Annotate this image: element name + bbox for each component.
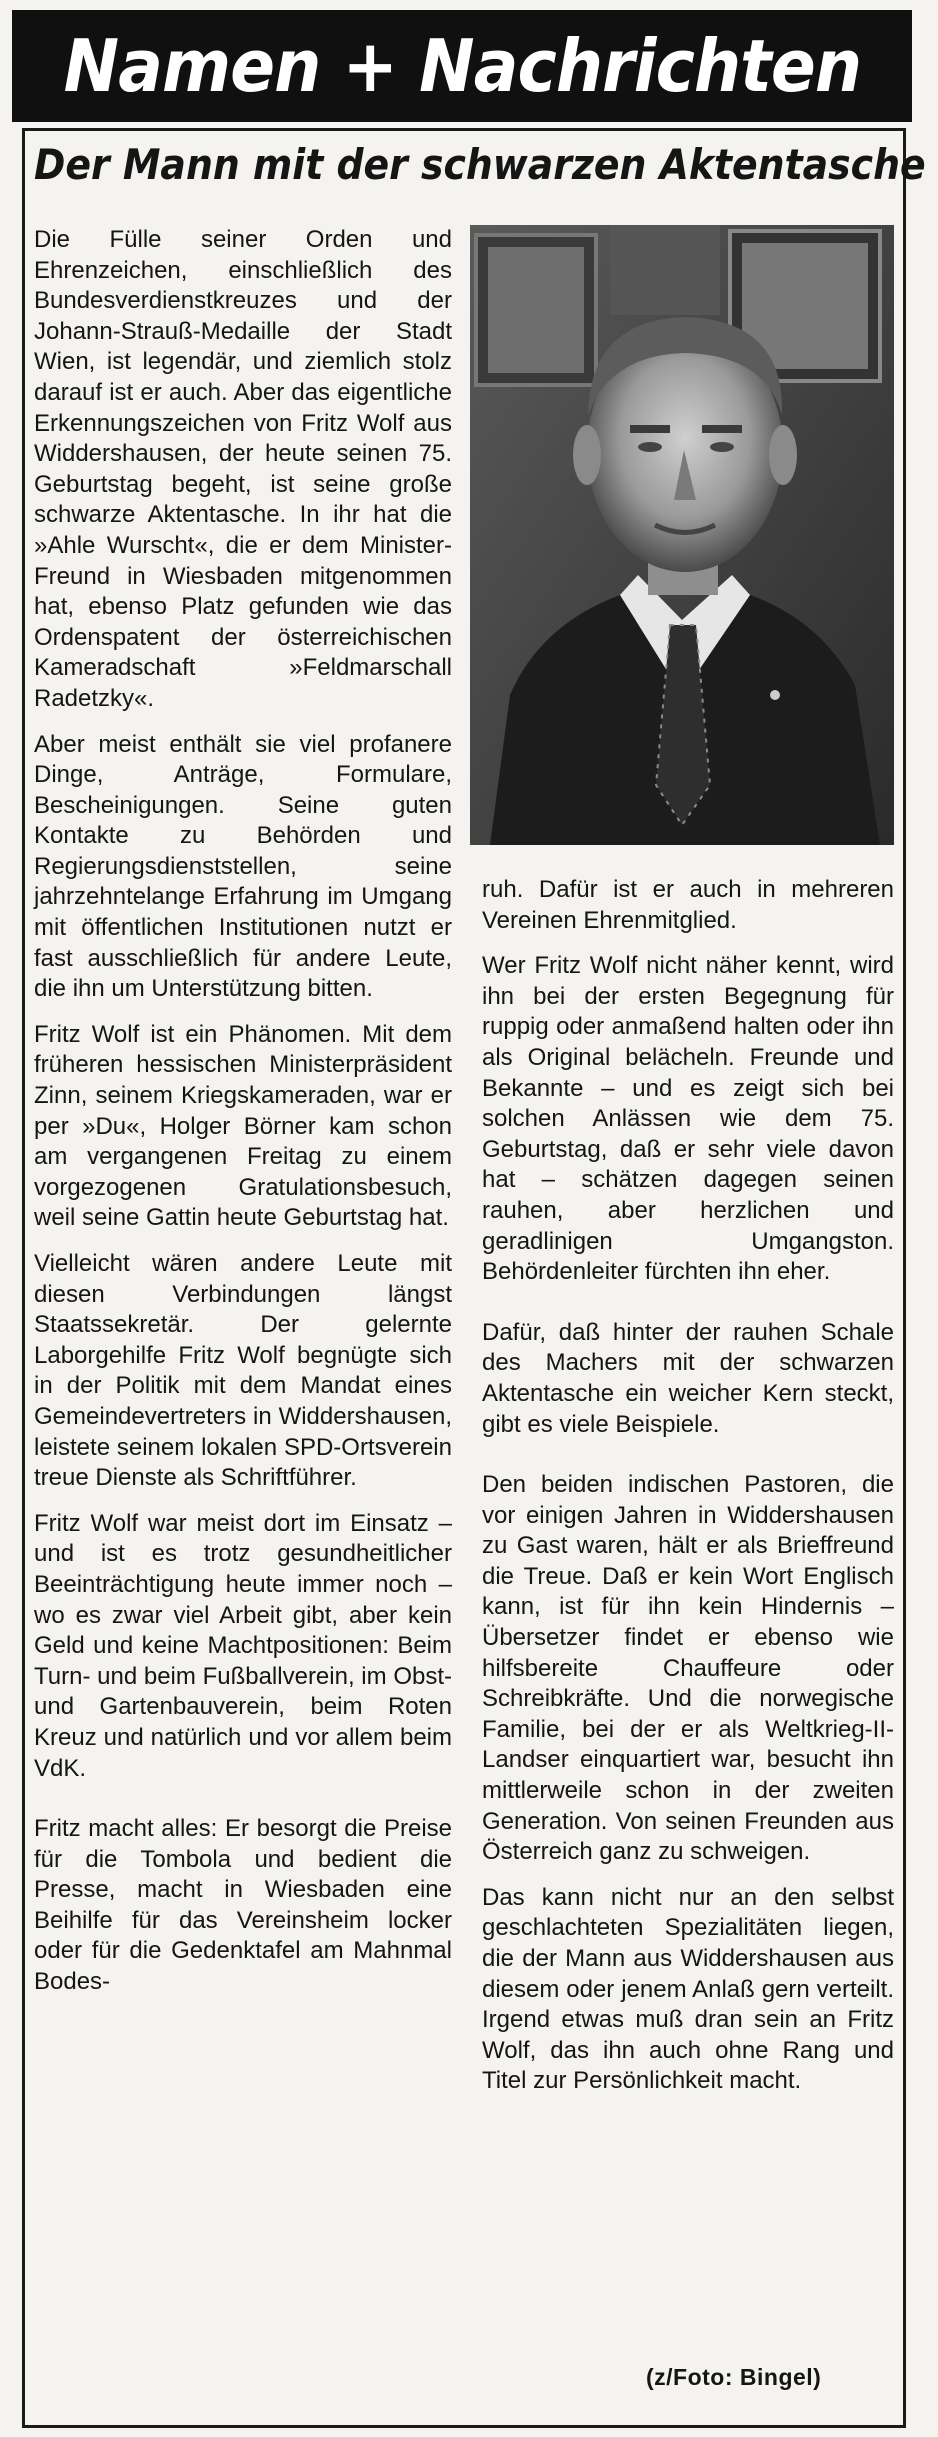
paragraph: Dafür, daß hinter der rauhen Schale des Machers mit der schwarzen Aktentasche ein weicher Kern steckt, gibt es viele Beispiele. (482, 1318, 894, 1438)
article-headline: Der Mann mit der schwarzen Aktentasche (34, 140, 926, 189)
right-text-column (482, 875, 894, 2112)
masthead-banner (12, 10, 912, 122)
paragraph: Wer Fritz Wolf nicht näher kennt, wird ihn bei der ersten Begegnung für ruppig oder anmaßend halten oder ihn als Original belächeln. Freunde und Bekannte – und es zeigt sich bei solchen Anlässen wie dem 75. Geburtstag, daß er sehr viele davon hat – schätzen dagegen seinen rauhen, aber herzlichen und geradlinigen Umgangston. Behördenleiter fürchten ihn eher. (482, 952, 894, 1286)
paragraph: Den beiden indischen Pastoren, die vor einigen Jahren in Widdershausen zu Gast waren, hält er als Brieffreund die Treue. Daß er kein Wort Englisch kann, ist für ihn kein Hindernis – Übersetzer findet er ebenso wie hilfsbereite Chauffeure oder Schreibkräfte. Und die norwegische Familie, bei der er als Weltkrieg-II-Landser einquartiert war, besucht ihn mittlerweile schon in der zweiten Generation. Von seinen Freunden aus Österreich ganz zu schweigen. (482, 1471, 894, 1866)
paragraph: Die Fülle seiner Orden und Ehrenzeichen, einschließlich des Bundesverdienstkreuzes und der Johann-Strauß-Medaille der Stadt Wien, ist legendär, und ziemlich stolz darauf ist er auch. Aber das eigentliche Erkennungszeichen von Fritz Wolf aus Widdershausen, der heute seinen 75. Geburtstag begeht, ist seine große schwarze Aktentasche. In ihr hat die »Ahle Wurscht«, die er dem Minister-Freund in Wiesbaden mitgenommen hat, ebenso Platz gefunden wie das Ordenspatent der österreichischen Kameradschaft »Feldmarschall Radetzky«. (34, 226, 452, 712)
paragraph: ruh. Dafür ist er auch in mehreren Vereinen Ehrenmitglied. (482, 876, 894, 934)
paragraph: Fritz macht alles: Er besorgt die Preise für die Tombola und bedient die Presse, macht in Wiesbaden eine Beihilfe für das Vereinsheim locker oder für die Gedenktafel am Mahnmal Bodes- (34, 1815, 452, 1996)
paragraph: Fritz Wolf war meist dort im Einsatz – und ist es trotz gesundheitlicher Beeinträchtigung heute immer noch – wo es zwar viel Arbeit gibt, aber kein Geld und keine Machtpositionen: Beim Turn- und beim Fußballverein, im Obst- und Gartenbauverein, beim Roten Kreuz und natürlich und vor allem beim VdK. (34, 1509, 452, 1782)
paragraph: Fritz Wolf ist ein Phänomen. Mit dem früheren hessischen Ministerpräsident Zinn, seinem Kriegskameraden, war er per »Du«, Holger Börner kam schon am vergangenen Freitag zu einem vorgezogenen Gratulationsbesuch, weil seine Gattin heute Geburtstag hat. (34, 1020, 452, 1232)
photo-credit: (z/Foto: Bingel) (646, 2364, 822, 2390)
paragraph: Aber meist enthält sie viel profanere Dinge, Anträge, Formulare, Bescheinigungen. Seine guten Kontakte zu Behörden und Regierungsdienststellen, seine jahrzehntelange Erfahrung im Umgang mit öffentlichen Institutionen nutzt er fast ausschließlich für andere Leute, die ihn um Unterstützung bitten. (34, 730, 452, 1003)
masthead-title: Namen + Nachrichten (63, 24, 861, 108)
portrait-photo (470, 225, 894, 845)
left-text-column (34, 225, 452, 2013)
paragraph: Das kann nicht nur an den selbst geschlachteten Spezialitäten liegen, die der Mann aus Widdershausen aus diesem oder jenem Anlaß gern verteilt. Irgend etwas muß dran sein an Fritz Wolf, das ihn auch ohne Rang und Titel zur Persönlichkeit macht. (482, 1883, 894, 2095)
paragraph: Vielleicht wären andere Leute mit diesen Verbindungen längst Staatssekretär. Der gelernte Laborgehilfe Fritz Wolf begnügte sich in der Politik mit dem Mandat eines Gemeindevertreters in Widdershausen, leistete seinem lokalen SPD-Ortsverein treue Dienste als Schriftführer. (34, 1250, 452, 1492)
